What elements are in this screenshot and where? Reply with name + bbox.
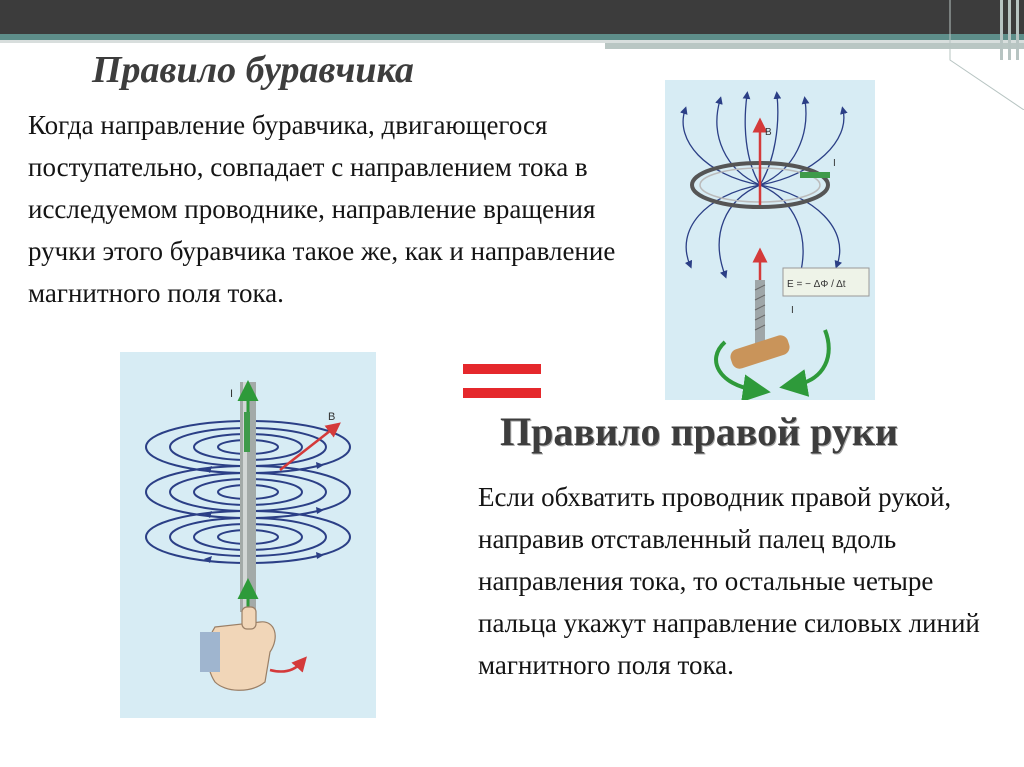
label-b: B bbox=[328, 411, 336, 423]
gimlet-rule-text: Когда направление буравчика, двигающегося поступательно, совпадает с направлением тока в исследуемом проводнике, направление вращения ручки этого буравчика такое же, как и направление магнитного поля тока. bbox=[28, 110, 616, 308]
label-i-top: I bbox=[833, 158, 836, 169]
label-i-bottom: I bbox=[791, 305, 794, 316]
emf-formula: E = − ΔΦ / Δt bbox=[787, 279, 846, 290]
gimlet-coil-figure bbox=[665, 80, 875, 400]
label-i: I bbox=[230, 388, 234, 400]
slide-title: Правило буравчика bbox=[92, 49, 414, 91]
right-hand-rule-text: Если обхватить проводник правой рукой, направив отставленный палец вдоль направления тока, то остальные четыре пальца укажут направление силовых линий магнитного поля тока. bbox=[478, 482, 980, 680]
label-b: B bbox=[765, 127, 772, 138]
right-hand-figure bbox=[120, 352, 376, 718]
right-hand-rule-title: Правило правой руки bbox=[500, 409, 898, 454]
equals-sign bbox=[463, 360, 541, 402]
